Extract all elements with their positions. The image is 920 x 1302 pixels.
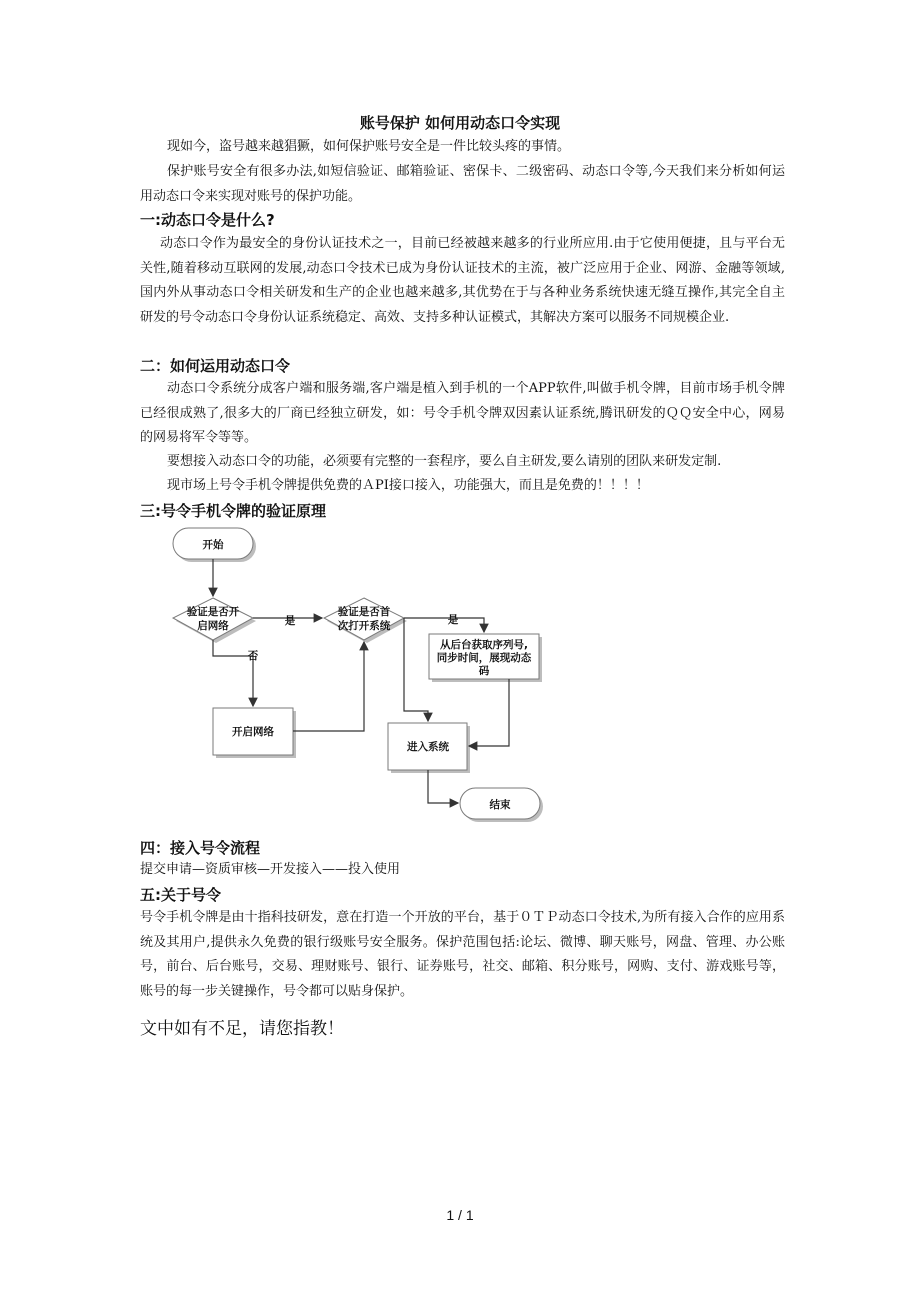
check-network-label-line-1: 验证是否开 bbox=[186, 606, 240, 618]
check-first-open-label-line-2: 次打开系统 bbox=[337, 620, 391, 632]
intro-paragraph-2: 保护账号安全有很多办法,如短信验证、邮箱验证、密保卡、二级密码、动态口令等,今天我们来分析如何运用动态口令来实现对账号的保护功能。 bbox=[140, 164, 785, 204]
enter-system-node bbox=[388, 723, 470, 773]
section-1-paragraph: 动态口令作为最安全的身份认证技术之一，目前已经被越来越多的行业所应用.由于它使用便捷，且与平台无关性,随着移动互联网的发展,动态口令技术已成为身份认证技术的主流，被广泛应用于企业、网游、金融等领域,国内外从事动态口令相关研发和生产的企业也越来越多,其优势在于与各种业务系统快速无缝互操作,其完全自主研发的号令动态口令身份认证系统稳定、高效、支持多种认证模式，其解决方案可以服务不同规模企业. bbox=[140, 236, 785, 325]
edge-check-first-open-to-enter-system bbox=[404, 618, 428, 721]
enter-system-label: 进入系统 bbox=[407, 741, 449, 753]
open-network-node bbox=[213, 708, 296, 758]
edge-fetch-serial-to-enter-system bbox=[469, 679, 509, 746]
document-title: 账号保护 如何用动态口令实现 bbox=[359, 114, 561, 132]
start-label: 开始 bbox=[202, 539, 224, 551]
fetch-serial-label-line-1: 从后台获取序列号, bbox=[440, 639, 528, 651]
yes-label-1: 是 bbox=[284, 615, 296, 627]
edge-open-network-to-check-first-open bbox=[293, 642, 364, 731]
section-5-paragraph: 号令手机令牌是由十指科技研发，意在打造一个开放的平台，基于０ＴＰ动态口令技术,为所有接入合作的应用系统及其用户,提供永久免费的银行级账号安全服务。保护范围包括:论坛、微博、聊天账号，网盘、管理、办公账号，前台、后台账号，交易、理财账号、银行、证券账号，社交、邮箱、积分账号，网购、支付、游戏账号等，账号的每一步关键操作，号令都可以贴身保护。 bbox=[140, 910, 785, 999]
edge-enter-system-to-end bbox=[428, 770, 458, 803]
section-2-paragraph-2: 要想接入动态口令的功能，必须要有完整的一套程序，要么自主研发,要么请别的团队来研发定制. bbox=[167, 454, 722, 469]
closing-remark: 文中如有不足，请您指教！ bbox=[140, 1019, 344, 1039]
section-5-heading: 五:关于号令 bbox=[140, 886, 221, 904]
section-4-paragraph: 提交申请—资质审核—开发接入——投入使用 bbox=[140, 862, 401, 877]
section-2-heading: 二：如何运用动态口令 bbox=[140, 357, 291, 375]
section-2-paragraph-1: 动态口令系统分成客户端和服务端,客户端是植入到手机的一个APP软件,叫做手机令牌，目前市场手机令牌已经很成熟了,很多大的厂商已经独立研发，如：号令手机令牌双因素认证系统,腾讯研发的ＱＱ安全中心，网易的网易将军令等等。 bbox=[140, 381, 785, 445]
page-number: 1 / 1 bbox=[446, 1207, 474, 1223]
end-label: 结束 bbox=[489, 799, 511, 811]
yes-label-2: 是 bbox=[447, 614, 459, 626]
end-node bbox=[460, 788, 543, 822]
section-1-heading: 一:动态口令是什么? bbox=[140, 211, 275, 229]
edge-check-first-open-yes bbox=[404, 618, 484, 632]
no-label: 否 bbox=[247, 650, 259, 662]
section-4-heading: 四：接入号令流程 bbox=[140, 839, 261, 857]
open-network-label: 开启网络 bbox=[232, 726, 274, 738]
fetch-serial-label-line-3: 码 bbox=[478, 665, 490, 677]
check-network-label-line-2: 启网络 bbox=[197, 620, 229, 632]
check-first-open-node bbox=[324, 598, 407, 643]
intro-paragraph-1: 现如今，盗号越来越猖獗，如何保护账号安全是一件比较头疼的事情。 bbox=[167, 139, 571, 154]
section-3-heading: 三:号令手机令牌的验证原理 bbox=[140, 502, 326, 520]
start-node bbox=[173, 528, 256, 562]
section-2-paragraph-3: 现市场上号令手机令牌提供免费的ＡPI接口接入，功能强大，而且是免费的！！！！ bbox=[167, 478, 649, 493]
fetch-serial-node bbox=[429, 634, 542, 682]
check-first-open-label-line-1: 验证是否首 bbox=[337, 606, 391, 618]
fetch-serial-label-line-2: 同步时间，展现动态 bbox=[436, 652, 532, 664]
check-network-node bbox=[173, 598, 256, 643]
